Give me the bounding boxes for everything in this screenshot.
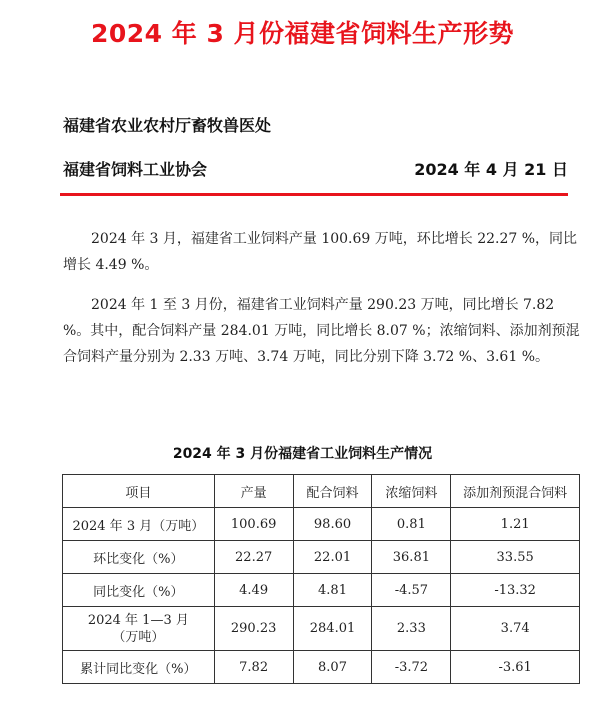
- header-cell: 项目: [63, 475, 215, 508]
- table-cell: 0.81: [372, 508, 451, 541]
- table-cell: 7.82: [214, 651, 293, 684]
- issuer-line-2: 福建省饲料工业协会: [63, 160, 208, 179]
- table-cell: -13.32: [451, 574, 580, 607]
- table-cell: 22.27: [214, 541, 293, 574]
- table-row: [63, 508, 580, 541]
- table-cell: 1.21: [451, 508, 580, 541]
- issuer-line-1: 福建省农业农村厅畜牧兽医处: [63, 116, 272, 135]
- table-cell: -4.57: [372, 574, 451, 607]
- red-divider: [60, 193, 568, 196]
- table-row: [63, 651, 580, 684]
- row-label: 环比变化（%）: [63, 541, 215, 574]
- table-cell: 4.49: [214, 574, 293, 607]
- row-label: 2024 年 3 月（万吨）: [63, 508, 215, 541]
- table-row: [63, 574, 580, 607]
- table-cell: 290.23: [214, 607, 293, 651]
- table-cell: 33.55: [451, 541, 580, 574]
- table-cell: -3.72: [372, 651, 451, 684]
- row-label: 2024 年 1—3 月（万吨）: [63, 607, 215, 651]
- table-cell: 8.07: [293, 651, 372, 684]
- issue-date: 2024 年 4 月 21 日: [414, 160, 568, 179]
- header-cell: 添加剂预混合饲料: [451, 475, 580, 508]
- paragraph-cumulative: 2024 年 1 至 3 月份，福建省工业饲料产量 290.23 万吨，同比增长 7.82 %。其中，配合饲料产量 284.01 万吨，同比增长 8.07 %；浓缩饲料、添加剂预混合饲料产量分别为 2.33 万吨、3.74 万吨，同比分别下降 3.72 %、3.61 %。: [63, 297, 580, 365]
- table-cell: 284.01: [293, 607, 372, 651]
- document-title: 2024 年 3 月份福建省饲料生产形势: [90, 19, 515, 48]
- table-row: [63, 607, 580, 651]
- row-label: 同比变化（%）: [63, 574, 215, 607]
- production-table: [62, 474, 580, 684]
- table-cell: 3.74: [451, 607, 580, 651]
- table-cell: 2.33: [372, 607, 451, 651]
- table-cell: 4.81: [293, 574, 372, 607]
- table-cell: 100.69: [214, 508, 293, 541]
- table-cell: 22.01: [293, 541, 372, 574]
- table-cell: 98.60: [293, 508, 372, 541]
- row-label: 累计同比变化（%）: [63, 651, 215, 684]
- header-cell: 浓缩饲料: [372, 475, 451, 508]
- table-caption: 2024 年 3 月份福建省工业饲料生产情况: [172, 446, 433, 462]
- table-cell: 36.81: [372, 541, 451, 574]
- table-cell: -3.61: [451, 651, 580, 684]
- table-row: [63, 541, 580, 574]
- table-header-row: [63, 475, 580, 508]
- paragraph-monthly: 2024 年 3 月，福建省工业饲料产量 100.69 万吨，环比增长 22.27 %，同比增长 4.49 %。: [63, 231, 578, 273]
- header-cell: 配合饲料: [293, 475, 372, 508]
- header-cell: 产量: [214, 475, 293, 508]
